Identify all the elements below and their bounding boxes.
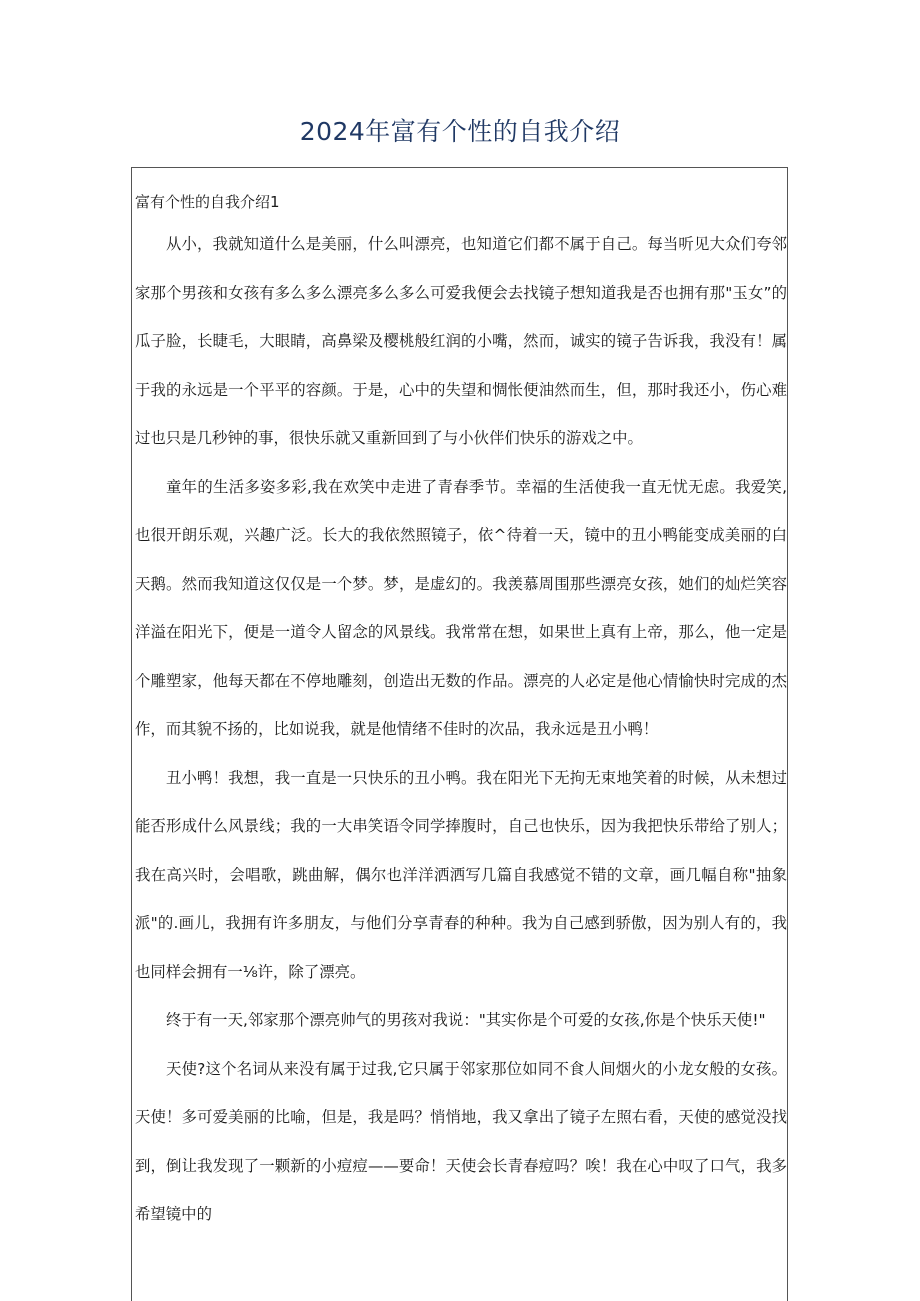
document-body [135, 188, 787, 1239]
paragraph-2: 童年的生活多姿多彩,我在欢笑中走进了青春季节。幸福的生活使我一直无忧无虑。我爱笑,也很开朗乐观，兴趣广泛。长大的我依然照镜子，依^待着一天，镜中的丑小鸭能变成美丽的白天鹅。然而我知道这仅仅是一个梦。梦，是虚幻的。我羡慕周围那些漂亮女孩，她们的灿烂笑容洋溢在阳光下，便是一道令人留念的风景线。我常常在想，如果世上真有上帝，那么，他一定是个雕塑家，他每天都在不停地雕刻，创造出无数的作品。漂亮的人必定是他心情愉快时完成的杰作，而其貌不扬的，比如说我，就是他情绪不佳时的次品，我永远是丑小鸭！ [135, 477, 787, 738]
paragraph-1: 从小，我就知道什么是美丽，什么叫漂亮，也知道它们都不属于自己。每当听见大众们夸邻家那个男孩和女孩有多么多么漂亮多么多么可爱我便会去找镜子想知道我是否也拥有那"玉女”的瓜子脸，长睫毛，大眼睛，高鼻梁及樱桃般红润的小嘴，然而，诚实的镜子告诉我，我没有！属于我的永远是一个平平的容颜。于是，心中的失望和惆怅便油然而生，但，那时我还小，伤心难过也只是几秒钟的事，很快乐就又重新回到了与小伙伴们快乐的游戏之中。 [135, 235, 787, 447]
section-heading: 富有个性的自我介绍1 [135, 193, 280, 211]
paragraph-4: 终于有一天,邻家那个漂亮帅气的男孩对我说："其实你是个可爱的女孩,你是个快乐天使!" [166, 1011, 766, 1029]
content-frame [131, 167, 788, 1301]
paragraph-3: 丑小鸭！我想，我一直是一只快乐的丑小鸭。我在阳光下无拘无束地笑着的时候，从未想过能否形成什么风景线；我的一大串笑语令同学捧腹时，自己也快乐，因为我把快乐带给了别人；我在高兴时，会唱歌，跳曲解，偶尔也洋洋洒洒写几篇自我感觉不错的文章，画几幅自称"抽象派"的.画儿，我拥有许多朋友，与他们分享青春的种种。我为自己感到骄傲，因为别人有的，我也同样会拥有一⅛许，除了漂亮。 [135, 768, 787, 981]
document-title: 2024年富有个性的自我介绍 [299, 117, 621, 146]
paragraph-5: 天使?这个名词从来没有属于过我,它只属于邻家那位如同不食人间烟火的小龙女般的女孩。天使！多可爱美丽的比喻，但是，我是吗？悄悄地，我又拿出了镜子左照右看，天使的感觉没找到，倒让我发现了一颗新的小痘痘——要命！天使会长青春痘吗？唉！我在心中叹了口气，我多希望镜中的 [135, 1059, 787, 1223]
